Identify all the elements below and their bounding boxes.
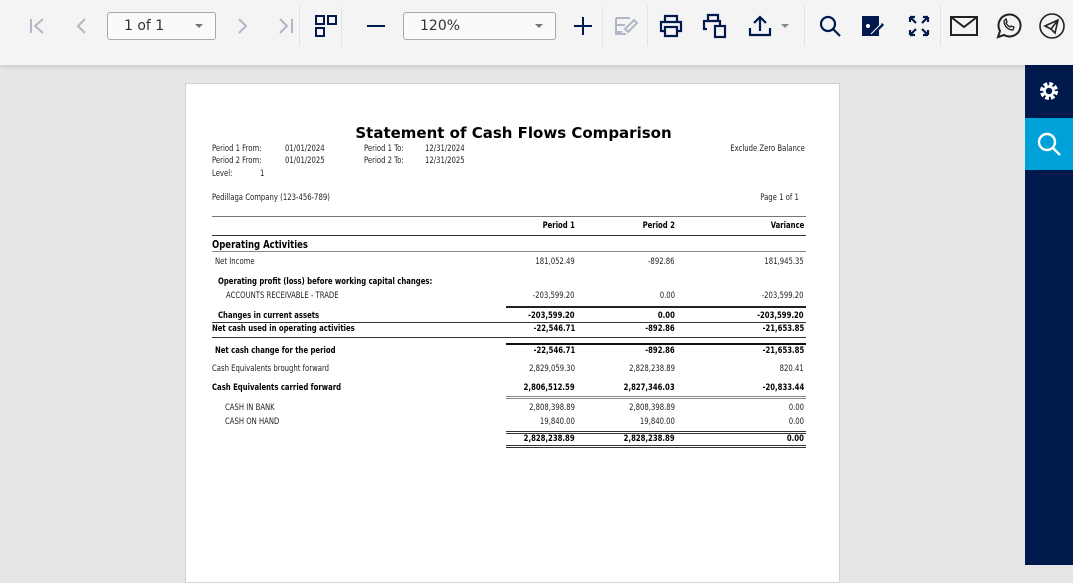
row-value: 19,840.00 <box>539 417 575 427</box>
row-value: -22,546.71 <box>533 324 575 334</box>
minus-icon <box>365 15 387 37</box>
chevron-down-icon <box>195 24 203 28</box>
section-title: Operating Activities <box>212 239 308 251</box>
row-label: Net Income <box>215 257 255 267</box>
row-value: -21,653.85 <box>762 324 804 334</box>
row-value: 19,840.00 <box>639 417 675 427</box>
row-value: -203,599.20 <box>762 291 804 301</box>
telegram-button[interactable] <box>1036 10 1068 42</box>
row-value: 0.00 <box>788 403 804 413</box>
export-button[interactable] <box>744 10 792 42</box>
toolbar <box>0 0 1073 65</box>
row-label: Cash Equivalents carried forward <box>212 383 342 393</box>
row-value: -22,546.71 <box>533 346 575 356</box>
previous-page-button[interactable] <box>68 10 94 42</box>
sign-document-icon <box>861 14 887 38</box>
thumbnails-icon <box>314 14 338 38</box>
row-value: 2,828,238.89 <box>629 364 675 374</box>
row-label: CASH IN BANK <box>225 403 275 413</box>
row-value: 0.00 <box>787 434 804 444</box>
col-variance: Variance <box>770 221 804 231</box>
whatsapp-button[interactable] <box>992 10 1024 42</box>
page-select[interactable]: 1 of 1 <box>107 12 216 40</box>
report-title: Statement of Cash Flows Comparison <box>355 124 672 142</box>
printer-icon <box>659 14 683 38</box>
first-page-button[interactable] <box>24 10 50 42</box>
row-value: 2,829,059.30 <box>529 364 575 374</box>
zoom-select[interactable]: 120% <box>403 12 556 40</box>
period2-to: 12/31/2025 <box>425 156 465 166</box>
period1-to: 12/31/2024 <box>425 144 465 154</box>
telegram-icon <box>1038 12 1066 40</box>
period2-from-label: Period 2 From: <box>212 156 262 166</box>
right-sidebar <box>1025 65 1073 565</box>
row-value: 0.00 <box>658 311 675 321</box>
row-value: 0.00 <box>788 417 804 427</box>
print-page-icon <box>702 13 728 39</box>
row-label: Operating profit (loss) before working capital changes: <box>218 277 433 287</box>
gear-icon <box>1037 79 1061 103</box>
exclude-zero-balance: Exclude Zero Balance <box>730 144 805 154</box>
row-label: ACCOUNTS RECEIVABLE - TRADE <box>226 291 339 301</box>
search-button[interactable] <box>815 10 845 42</box>
col-period2: Period 2 <box>642 221 675 231</box>
period1-from: 01/01/2024 <box>285 144 325 154</box>
row-value: -203,599.20 <box>533 291 575 301</box>
print-button[interactable] <box>656 10 686 42</box>
row-value: 2,806,512.59 <box>524 383 575 393</box>
last-page-button[interactable] <box>273 10 299 42</box>
chevron-down-icon <box>535 24 543 28</box>
thumbnails-button[interactable] <box>312 10 340 42</box>
zoom-out-button[interactable] <box>362 10 390 42</box>
next-page-button[interactable] <box>230 10 256 42</box>
plus-icon <box>572 15 594 37</box>
row-value: 181,052.49 <box>535 257 575 267</box>
sign-document-button[interactable] <box>859 10 889 42</box>
row-value: -203,599.20 <box>528 311 575 321</box>
col-period1: Period 1 <box>542 221 575 231</box>
level-value: 1 <box>260 169 265 179</box>
row-value: 2,808,398.89 <box>529 403 575 413</box>
zoom-in-button[interactable] <box>569 10 597 42</box>
period2-to-label: Period 2 To: <box>364 156 404 166</box>
row-value: 181,945.35 <box>764 257 804 267</box>
search-panel-button[interactable] <box>1025 118 1073 170</box>
print-page-button[interactable] <box>700 10 730 42</box>
row-value: -20,833.44 <box>762 383 804 393</box>
row-label: Net cash used in operating activities <box>212 324 355 334</box>
report-page <box>185 83 840 583</box>
search-icon <box>818 14 842 38</box>
row-value: 2,828,238.89 <box>624 434 675 444</box>
row-value: 820.41 <box>779 364 804 374</box>
row-value: -892.86 <box>645 324 675 334</box>
first-page-icon <box>27 16 47 36</box>
edit-form-icon <box>614 14 640 38</box>
mail-icon <box>950 15 978 37</box>
row-value: -892.86 <box>648 257 675 267</box>
last-page-icon <box>276 16 296 36</box>
page-number: Page 1 of 1 <box>760 193 799 203</box>
row-value: 2,808,398.89 <box>629 403 675 413</box>
chevron-left-icon <box>71 16 91 36</box>
row-value: 2,828,238.89 <box>524 434 575 444</box>
fullscreen-icon <box>907 14 931 38</box>
row-value: -892.86 <box>645 346 675 356</box>
whatsapp-icon <box>994 12 1022 40</box>
row-value: 2,827,346.03 <box>624 383 675 393</box>
period1-to-label: Period 1 To: <box>364 144 404 154</box>
period1-from-label: Period 1 From: <box>212 144 262 154</box>
search-icon <box>1036 131 1062 157</box>
row-value: -21,653.85 <box>762 346 804 356</box>
email-button[interactable] <box>948 10 980 42</box>
row-value: 0.00 <box>659 291 675 301</box>
row-value: -203,599.20 <box>757 311 804 321</box>
row-label: Net cash change for the period <box>215 346 336 356</box>
edit-button[interactable] <box>612 10 642 42</box>
level-label: Level: <box>212 169 233 179</box>
chevron-right-icon <box>233 16 253 36</box>
row-label: Cash Equivalents brought forward <box>212 364 330 374</box>
chevron-down-icon <box>781 24 789 28</box>
row-label: CASH ON HAND <box>225 417 280 427</box>
fullscreen-button[interactable] <box>904 10 934 42</box>
settings-button[interactable] <box>1025 65 1073 117</box>
period2-from: 01/01/2025 <box>285 156 325 166</box>
upload-icon <box>747 14 773 38</box>
row-label: Changes in current assets <box>218 311 320 321</box>
company-name: Pedillaga Company (123-456-789) <box>212 193 330 203</box>
